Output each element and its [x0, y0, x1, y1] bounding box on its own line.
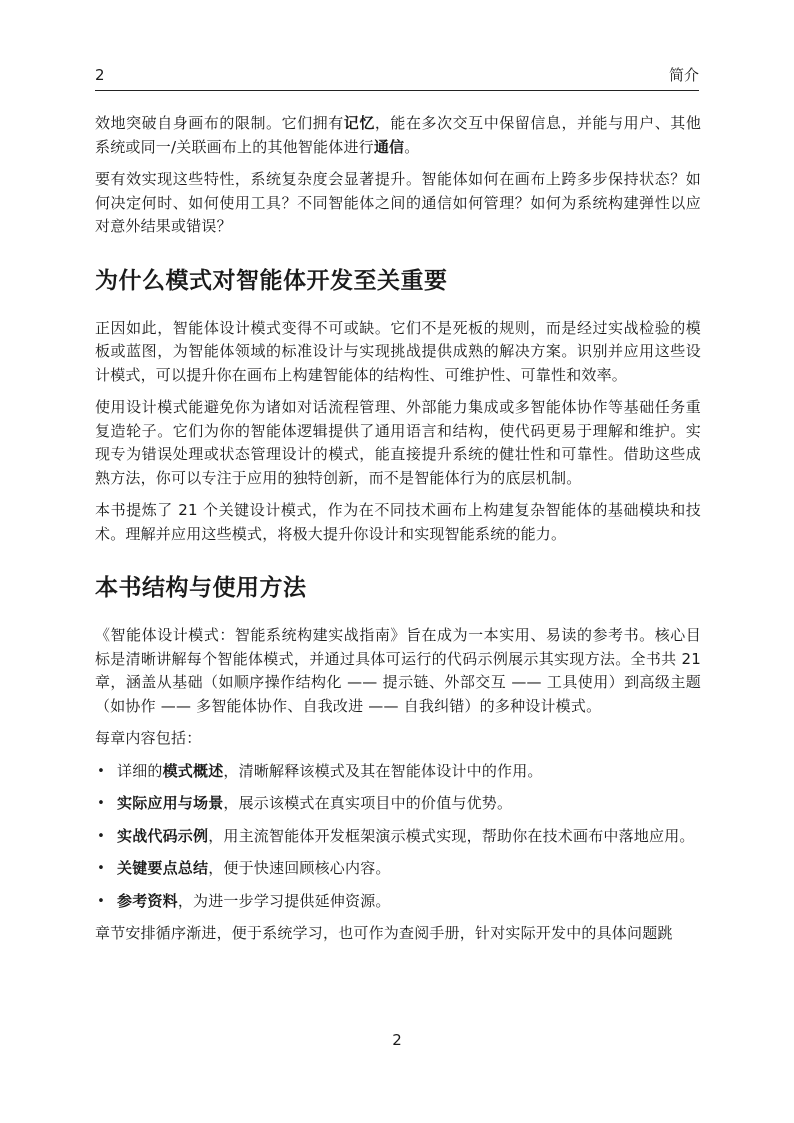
list-item-description: ，为进一步学习提供延伸资源。 [177, 891, 391, 910]
bullet-icon: • [97, 763, 105, 779]
text-run: ，能在多次交互中保留信息，并能与用户、其他系统或同一/关联画布上的其他智能体进行 [95, 114, 702, 156]
intro-paragraph-1 [95, 112, 701, 159]
list-item-description: ，用主流智能体开发框架演示模式实现，帮助你在技术画布中落地应用。 [208, 826, 695, 845]
bullet-icon: • [97, 861, 105, 876]
list-item-term: 实际应用与场景 [117, 794, 224, 812]
bold-term: 记忆 [343, 114, 375, 132]
bullet-icon: • [97, 828, 105, 844]
list-item [95, 792, 701, 816]
list-item [95, 890, 701, 914]
list-item-description: ，清晰解释该模式及其在智能体设计中的作用。 [223, 761, 543, 780]
bold-term: 通信 [373, 137, 405, 156]
list-item-term: 关键要点总结 [117, 859, 209, 877]
why-patterns-paragraph-2: 使用设计模式能避免你为诸如对话流程管理、外部能力集成或多智能体协作等基础任务重复造轮子。它们为你的智能体逻辑提供了通用语言和结构，使代码更易于理解和维护。实现专为错误处理或状态管理设计的模式，能直接提升系统的健壮性和可靠性。借助这些成熟方法，你可以专注于应用的独特创新，而不是智能体行为的底层机制。 [95, 398, 701, 487]
list-item-term: 参考资料 [117, 891, 178, 910]
book-structure-paragraph-3: 章节安排循序渐进，便于系统学习，也可作为查阅手册，针对实际开发中的具体问题跳 [95, 924, 673, 942]
section-heading-why-patterns: 为什么模式对智能体开发至关重要 [95, 267, 448, 294]
list-item-term: 实战代码示例 [117, 826, 209, 845]
header-page-number: 2 [95, 66, 105, 84]
intro-paragraph-2: 要有效实现这些特性，系统复杂度会显著提升。智能体如何在画布上跨多步保持状态？如何决定何时、如何使用工具？不同智能体之间的通信如何管理？如何为系统构建弹性以应对意外结果或错误？ [95, 170, 701, 235]
why-patterns-paragraph-1: 正因如此，智能体设计模式变得不可或缺。它们不是死板的规则，而是经过实战检验的模板或蓝图，为智能体领域的标准设计与实现挑战提供成熟的解决方案。识别并应用这些设计模式，可以提升你在画布上构建智能体的结构性、可维护性、可靠性和效率。 [95, 318, 701, 384]
bullet-icon: • [97, 893, 105, 909]
list-item [95, 857, 701, 881]
book-structure-paragraph-1: 《智能体设计模式：智能系统构建实战指南》旨在成为一本实用、易读的参考书。核心目标是清晰讲解每个智能体模式，并通过具体可运行的代码示例展示其实现方法。全书共 21 章，涵盖从基础（如顺序操作结构化 —— 提示链、外部交互 —— 工具使用）到高级主题（如协作 —— 多智能体协作、自我改进 —— 自我纠错）的多种设计模式。 [95, 626, 701, 715]
list-item-description: ，展示该模式在真实项目中的价值与优势。 [223, 794, 513, 812]
list-item-term: 模式概述 [162, 761, 224, 780]
page-body [95, 112, 701, 955]
section-heading-book-structure: 本书结构与使用方法 [95, 575, 307, 601]
header-rule [95, 90, 699, 91]
list-item-description: ，便于快速回顾核心内容。 [208, 859, 391, 877]
footer-page-number: 2 [392, 1031, 402, 1049]
list-item [95, 760, 701, 784]
text-run: 。 [404, 137, 420, 156]
chapter-contents-intro: 每章内容包括： [95, 729, 202, 747]
bullet-icon: • [97, 796, 105, 811]
running-header [95, 66, 699, 84]
list-item [95, 825, 701, 849]
text-run: 效地突破自身画布的限制。它们拥有 [95, 114, 344, 132]
why-patterns-paragraph-3: 本书提炼了 21 个关键设计模式，作为在不同技术画布上构建复杂智能体的基础模块和技术。理解并应用这些模式，将极大提升你设计和实现智能系统的能力。 [95, 501, 701, 543]
header-section-title: 简介 [668, 66, 699, 84]
list-item-prefix: 详细的 [117, 761, 163, 780]
chapter-contents-list [95, 760, 701, 914]
